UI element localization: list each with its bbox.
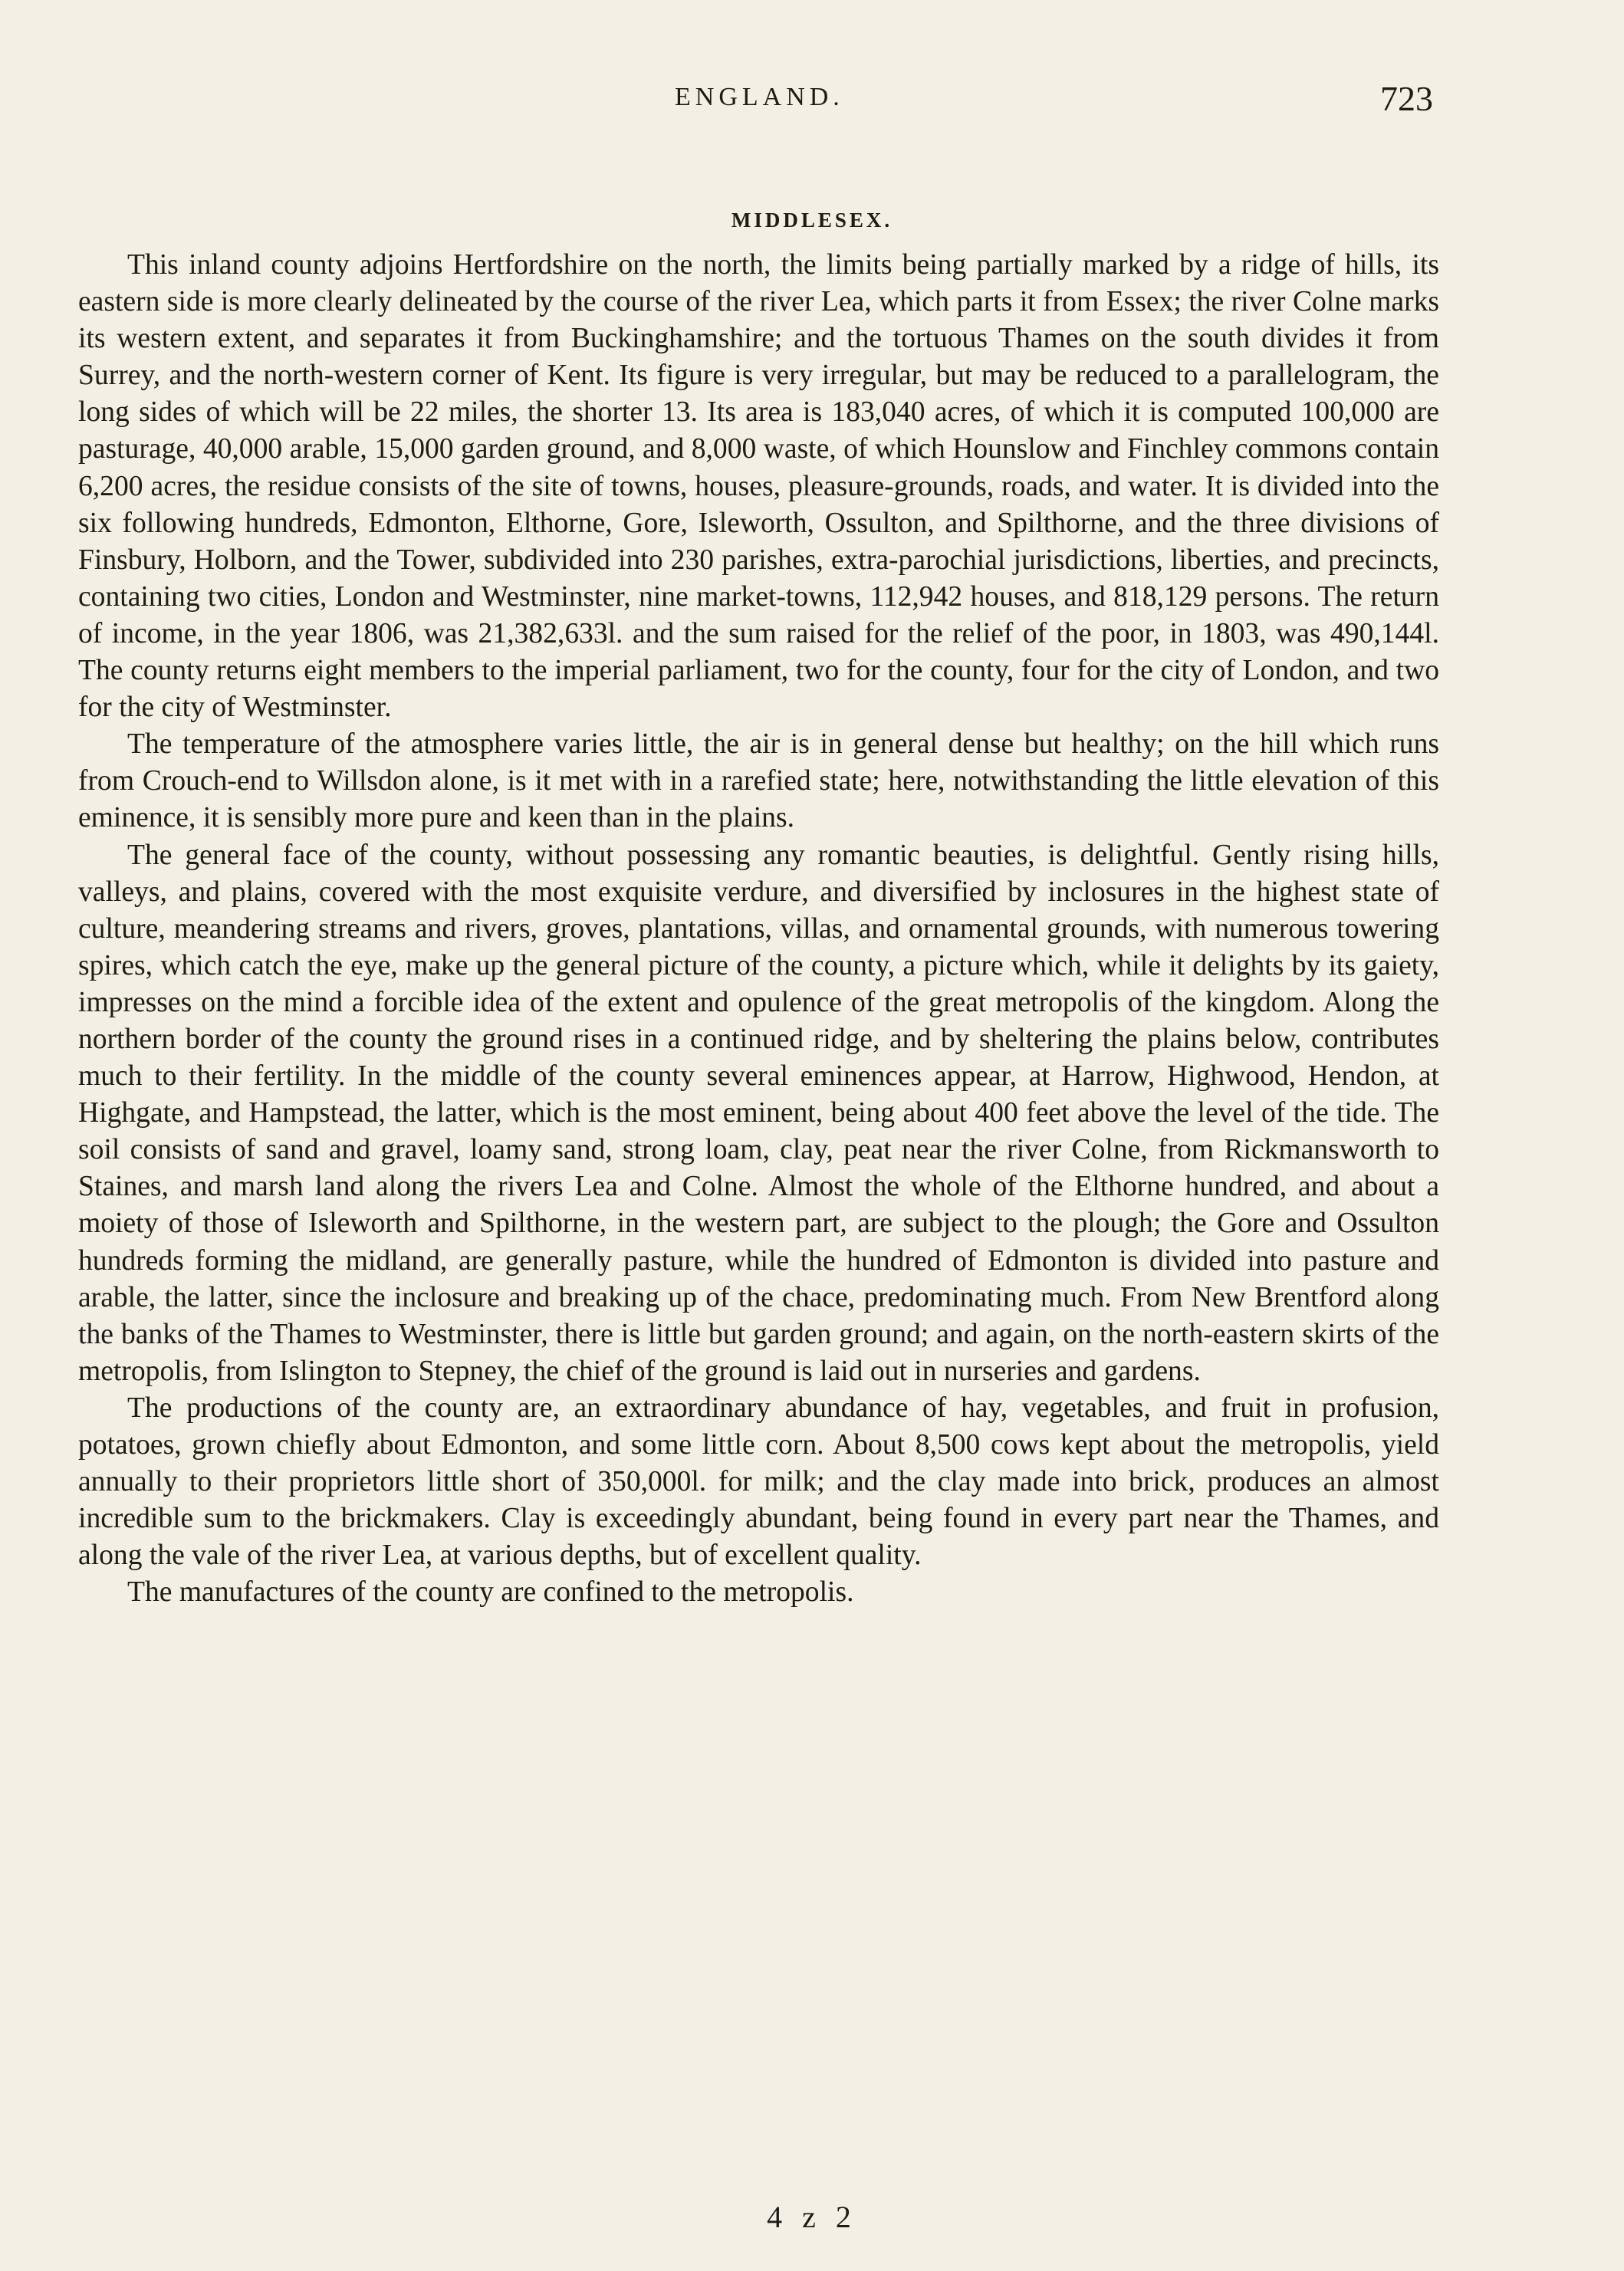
- paragraph-intro: This inland county adjoins Hertfordshire on the north, the limits being partially marked by a ridge of hills, its eastern side is more clearly delineated by the course of the river Lea, which parts it from Essex; the river Colne marks its western extent, and separates it from Buckinghamshire; and the tortuous Thames on the south divides it from Surrey, and the north-western corner of Kent. Its figure is very irregular, but may be reduced to a parallelogram, the long sides of which will be 22 miles, the shorter 13. Its area is 183,040 acres, of which it is computed 100,000 are pasturage, 40,000 arable, 15,000 garden ground, and 8,000 waste, of which Hounslow and Finchley commons contain 6,200 acres, the residue consists of the site of towns, houses, pleasure-grounds, roads, and water. It is divided into the six following hundreds, Edmonton, Elthorne, Gore, Isleworth, Ossulton, and Spilthorne, and the three divisions of Finsbury, Holborn, and the Tower, subdivided into 230 parishes, extra-parochial jurisdictions, liberties, and precincts, containing two cities, London and Westminster, nine market-towns, 112,942 houses, and 818,129 persons. The return of income, in the year 1806, was 21,382,633l. and the sum raised for the relief of the poor, in 1803, was 490,144l. The county returns eight members to the imperial parliament, two for the county, four for the city of London, and two for the city of Westminster.: [78, 249, 1439, 724]
- running-head: [0, 79, 1624, 129]
- section-title: MIDDLESEX.: [731, 209, 893, 232]
- paragraph-climate: The temperature of the atmosphere varies little, the air is in general dense but healthy; on the hill which runs from Crouch-end to Willsdon alone, is it met with in a rarefied state; here, notwithstanding the little elevation of this eminence, it is sensibly more pure and keen than in the plains.: [78, 728, 1439, 834]
- paragraph-manufactures: The manufactures of the county are confined to the metropolis.: [127, 1576, 854, 1609]
- paragraph-landscape: The general face of the county, without possessing any romantic beauties, is delightful. Gently rising hills, valleys, and plains, covered with the most exquisite verdure, and diversified by inclosures in the highest state of culture, meandering streams and rivers, groves, plantations, villas, and ornamental grounds, with numerous towering spires, which catch the eye, make up the general picture of the county, a picture which, while it delights by its gaiety, impresses on the mind a forcible idea of the extent and opulence of the great metropolis of the kingdom. Along the northern border of the county the ground rises in a continued ridge, and by sheltering the plains below, contributes much to their fertility. In the middle of the county several eminences appear, at Harrow, Highwood, Hendon, at Highgate, and Hampstead, the latter, which is the most eminent, being about 400 feet above the level of the tide. The soil consists of sand and gravel, loamy sand, strong loam, clay, peat near the river Colne, from Rickmansworth to Staines, and marsh land along the rivers Lea and Colne. Almost the whole of the Elthorne hundred, and about a moiety of those of Isleworth and Spilthorne, in the western part, are subject to the plough; the Gore and Ossulton hundreds forming the midland, are generally pasture, while the hundred of Edmonton is divided into pasture and arable, the latter, since the inclosure and breaking up of the chace, predominating much. From New Brentford along the banks of the Thames to Westminster, there is little but garden ground; and again, on the north-eastern skirts of the metropolis, from Islington to Stepney, the chief of the ground is laid out in nurseries and gardens.: [78, 839, 1439, 1387]
- paragraph-productions: The productions of the county are, an extraordinary abundance of hay, vegetables, and fruit in profusion, potatoes, grown chiefly about Edmonton, and some little corn. About 8,500 cows kept about the metropolis, yield annually to their proprietors little short of 350,000l. for milk; and the clay made into brick, produces an almost incredible sum to the brickmakers. Clay is exceedingly abundant, being found in every part near the Thames, and along the vale of the river Lea, at various depths, but of excellent quality.: [78, 1392, 1439, 1572]
- page-number: 723: [1380, 79, 1433, 118]
- signature-mark: 4 z 2: [767, 2200, 857, 2234]
- body-text: [78, 247, 1439, 1611]
- running-head-title: ENGLAND.: [675, 83, 844, 111]
